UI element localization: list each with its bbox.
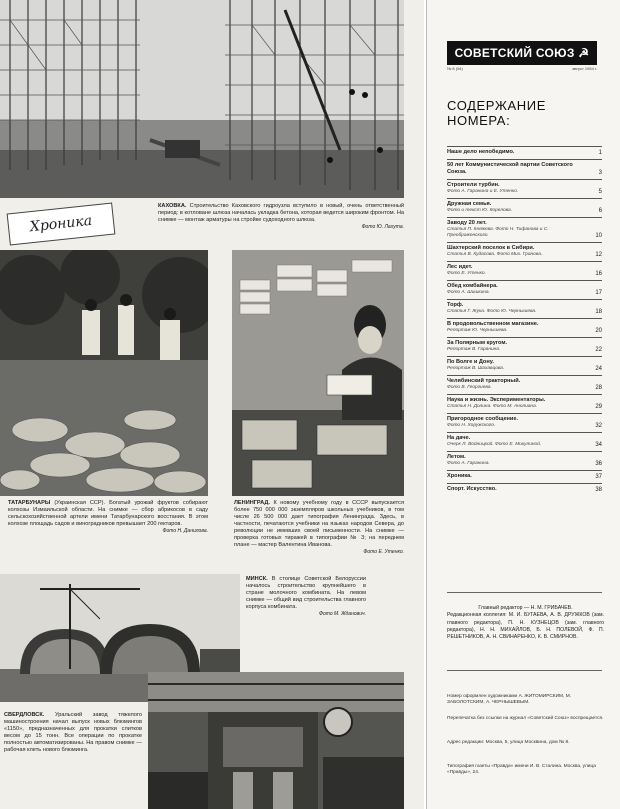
toc-entry-page: 18 — [595, 309, 602, 315]
toc-entry-credit: Фото и текст Ю. Корелова. — [447, 208, 513, 213]
toc-entry-credit: Статья Г. Жука. Фото Ю. Чернышева. — [447, 309, 537, 314]
kakhovka-place: КАХОВКА. — [158, 203, 187, 209]
reprint-note: Перепечатка без ссылки на журнал «Советский Союз» воспрещается. — [447, 716, 604, 721]
chief-editor: Главный редактор — Н. М. ГРИБАЧЕВ. — [478, 605, 573, 611]
toc-entry-page: 28 — [595, 385, 602, 391]
table-of-contents — [447, 146, 602, 496]
toc-entry-title: Летом. — [447, 454, 466, 460]
chronicle-label: Хроника — [7, 203, 116, 246]
magazine-masthead: СОВЕТСКИЙ СОЮЗ ☭ — [447, 41, 597, 65]
toc-entry — [447, 375, 602, 394]
tatarbunary-photo — [0, 250, 208, 496]
toc-entry — [447, 483, 602, 496]
toc-entry-page: 20 — [595, 328, 602, 334]
toc-entry — [447, 261, 602, 280]
toc-entry — [447, 394, 602, 413]
sverdlovsk-text: Уральский завод тяжелого машиностроения начал выпуск новых блюмингов «1150», предназначенных для прокатки слитков весом до 15 тонн. Все операции по прокатке полностью автоматизированы. На правом снимке — рабочая клеть нового блюминга. — [4, 712, 142, 753]
toc-entry — [447, 242, 602, 261]
toc-entry-credit: Статья В. Кудасова. Фото Мих. Гранова. — [447, 252, 543, 257]
divider — [447, 670, 602, 671]
kakhovka-text: Строительство Каховского гидроузла вступило в новый, очень ответственный период: в котловане шлюза началась укладка бетона, которая ведется широким фронтом. На снимке — монтаж арматуры на стройке судоходного шлюза. — [158, 203, 404, 223]
toc-entry-title: Лес идет. — [447, 264, 473, 270]
toc-entry-title: Заводу 20 лет. — [447, 220, 487, 226]
toc-entry — [447, 198, 602, 217]
toc-entry-credit: Фото А. Гаранина и Е. Утенко. — [447, 189, 519, 194]
toc-entry-credit: Фото А. Гаранина. — [447, 461, 490, 466]
toc-entry — [447, 318, 602, 337]
toc-entry-title: Торф. — [447, 302, 464, 308]
tatarbunary-caption — [8, 500, 208, 535]
leningrad-photo — [232, 250, 404, 496]
toc-entry — [447, 451, 602, 470]
toc-entry-title: На даче. — [447, 435, 471, 441]
toc-entry-page: 17 — [595, 290, 602, 296]
toc-entry-title: Хроника. — [447, 473, 472, 479]
contents-title: СОДЕРЖАНИЕ НОМЕРА: — [447, 98, 547, 128]
toc-entry-credit: Репортаж В. Гаранина. — [447, 347, 501, 352]
toc-entry — [447, 280, 602, 299]
toc-entry-title: За Полярным кругом. — [447, 340, 508, 346]
toc-entry-title: По Волге и Дону. — [447, 359, 494, 365]
toc-entry — [447, 299, 602, 318]
sverdlovsk-caption — [4, 712, 142, 754]
printing-house: Типография газеты «Правда» имени И. В. Сталина. Москва, улица «Правды», 24. — [447, 764, 596, 776]
toc-entry-credit: Репортаж В. Шахавцова. — [447, 366, 505, 371]
toc-entry-page: 3 — [598, 170, 602, 176]
issue-date: август 1954 г. — [572, 66, 597, 71]
toc-entry — [447, 217, 602, 242]
minsk-credit: Фото М. Жданович. — [318, 611, 366, 617]
toc-entry — [447, 413, 602, 432]
toc-entry-page: 22 — [595, 347, 602, 353]
toc-entry — [447, 146, 602, 159]
toc-entry-page: 36 — [595, 461, 602, 467]
toc-entry-credit: Очерк Л. Войницкой. Фото Е. Микулиной. — [447, 442, 542, 447]
toc-entry-credit: Статья Н. Долина. Фото М. Анолиана. — [447, 404, 538, 409]
toc-entry-title: Обед комбайнера. — [447, 283, 498, 289]
toc-entry — [447, 159, 602, 179]
toc-entry-title: Дружная семья. — [447, 201, 492, 207]
sverdlovsk-place: СВЕРДЛОВСК. — [4, 712, 45, 718]
toc-entry-title: Наше дело непобедимо. — [447, 149, 515, 155]
toc-entry-page: 29 — [595, 404, 602, 410]
toc-entry — [447, 470, 602, 483]
toc-entry-title: Пригородное сообщение. — [447, 416, 519, 422]
leningrad-credit: Фото Е. Утенко. — [363, 549, 404, 555]
toc-entry-page: 10 — [595, 233, 602, 239]
design-note: Номер оформлен художниками А. ЖИТОМИРСКИМ, М. ЗАБОЛОТСКИМ, А. ЧЕРНЫШЕВЫМ. — [447, 694, 572, 706]
leningrad-caption — [234, 500, 404, 556]
toc-entry-page: 12 — [595, 252, 602, 258]
toc-entry-credit: Фото Е. Утенко. — [447, 271, 486, 276]
kakhovka-credit: Фото Ю. Лахута. — [361, 224, 404, 230]
toc-entry-page: 16 — [595, 271, 602, 277]
kakhovka-photo — [0, 0, 404, 198]
issue-number: № 8 (54) — [447, 66, 463, 71]
minsk-caption — [246, 576, 366, 618]
divider — [447, 592, 602, 593]
masthead-issue-line — [447, 66, 597, 71]
toc-entry-title: 50 лет Коммунистической партии Советского Союза. — [447, 162, 573, 175]
toc-entry-credit: Фото Н. Хоружского. — [447, 423, 496, 428]
toc-entry-title: Наука и жизнь. Экспериментаторы. — [447, 397, 546, 403]
toc-entry-page: 24 — [595, 366, 602, 372]
minsk-text: В столице Советской Белоруссии началось строительство крупнейшего в стране молочного комбината. На левом снимке — общий вид строительства главного корпуса комбината. — [246, 576, 366, 610]
editorial-board — [447, 605, 604, 641]
toc-entry-title: В продовольственном магазине. — [447, 321, 539, 327]
toc-entry — [447, 337, 602, 356]
toc-entry-page: 5 — [598, 189, 602, 195]
leningrad-text: К новому учебному году в СССР выпускается более 750 000 000 экземпляров школьных учебников, в том числе 26 500 000 дает типография Ленинграда. Здесь, в частности, печатаются учебники на языках народов Севера, до революции не имевших своей письменности. На снимке — проверка готовых тиражей в типографии № 3; на переднем плане — мастер Валентина Иванова. — [234, 500, 404, 548]
tatarbunary-credit: Фото Н. Данилова. — [162, 528, 208, 534]
tatarbunary-place: ТАТАРБУНАРЫ — [8, 500, 51, 506]
toc-entry-page: 6 — [598, 208, 602, 214]
leningrad-place: ЛЕНИНГРАД. — [234, 500, 270, 506]
toc-entry-page: 34 — [595, 442, 602, 448]
tatarbunary-text: (Украинская ССР). Богатый урожай фруктов собирают колхозы Измаильской области. На снимке — сбор абрикосов в саду сельскохозяйственной артели имени Татарбунарского восстания. В этом колхозе площадь садов и виноградников превышает 200 гектаров. — [8, 500, 208, 527]
minsk-place: МИНСК. — [246, 576, 268, 582]
toc-entry-credit: Репортаж Ю. Чернышева. — [447, 328, 508, 333]
toc-entry-credit: Статья П. Княжева. Фото Н. Тифанова и С. Преображенского. — [447, 227, 549, 238]
toc-entry-page: 1 — [598, 150, 602, 156]
toc-entry-page: 32 — [595, 423, 602, 429]
editorial-board-list: Редакционная коллегия: М. И. БУГАЕВА, А. В. ДРУЖКОВ (зам. главного редактора), П. Н. КУЗНЕЦОВ (зам. главного редактора), Н. Н. МИХАЙЛОВ, Б. Н. ПОЛЕВОЙ, Ф. П. РЕШЕТНИКОВ, А. Н. СВИНАРЕНКО, К. В. СМИРНОВ. — [447, 612, 604, 641]
toc-entry-title: Спорт. Искусство. — [447, 486, 497, 492]
kakhovka-caption — [158, 203, 404, 231]
toc-entry-credit: Фото В. Георгиева. — [447, 385, 492, 390]
toc-entry-title: Челябинский тракторный. — [447, 378, 521, 384]
toc-entry-title: Строители турбин. — [447, 182, 500, 188]
toc-entry-page: 37 — [595, 474, 602, 480]
toc-entry-page: 38 — [595, 487, 602, 493]
toc-entry-title: Шахтерский поселок в Сибири. — [447, 245, 535, 251]
toc-entry — [447, 432, 602, 451]
editorial-address: Адрес редакции: Москва, 5, улица Москвина, дом № 8. — [447, 740, 570, 745]
toc-entry — [447, 179, 602, 198]
toc-entry — [447, 356, 602, 375]
toc-entry-credit: Фото А. Шишкина. — [447, 290, 490, 295]
sverdlovsk-photo — [148, 672, 404, 809]
